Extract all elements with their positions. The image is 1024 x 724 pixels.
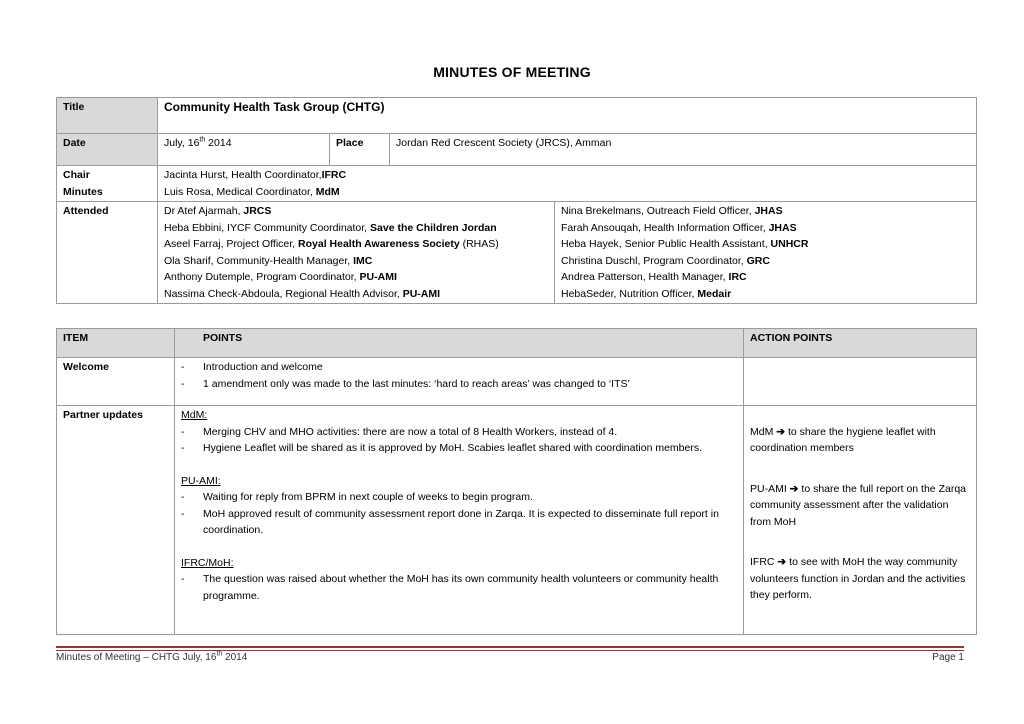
attendee: Christina Duschl, Program Coordinator, GRC xyxy=(561,254,770,267)
chair-label: Chair xyxy=(63,169,90,181)
document-title: MINUTES OF MEETING xyxy=(433,64,591,80)
chair-value: Jacinta Hurst, Health Coordinator,IFRC xyxy=(164,169,347,181)
place-value: Jordan Red Crescent Society (JRCS), Amman xyxy=(390,134,977,166)
puami-heading: PU-AMI: xyxy=(181,474,221,487)
footer-rule-thin xyxy=(56,650,964,651)
agenda-table xyxy=(56,328,977,635)
mdm-heading: MdM: xyxy=(181,409,208,421)
attendees-left xyxy=(158,202,555,304)
attendee: HebaSeder, Nutrition Officer, Medair xyxy=(561,287,732,300)
welcome-item: Welcome xyxy=(57,358,175,406)
footer-left-text: Minutes of Meeting – CHTG July, 16th 2014 xyxy=(56,650,248,663)
partner-updates-actions xyxy=(744,406,977,635)
date-value: July, 16th 2014 xyxy=(158,134,330,166)
list-item: - Merging CHV and MHO activities: there are now a total of 8 Health Workers, instead of 4. xyxy=(181,425,618,438)
list-item: - Waiting for reply from BPRM in next couple of weeks to begin program. xyxy=(181,491,533,503)
col-points-header: POINTS xyxy=(175,329,744,358)
place-label: Place xyxy=(330,134,390,166)
meeting-info-table xyxy=(56,97,977,304)
attendee: Nassima Check-Abdoula, Regional Health Advisor, PU-AMI xyxy=(164,287,441,300)
attendee: Heba Hayek, Senior Public Health Assistant, UNHCR xyxy=(561,238,809,250)
chair-minutes-labels xyxy=(57,166,158,202)
minutes-value: Luis Rosa, Medical Coordinator, MdM xyxy=(164,185,340,198)
col-item-header: ITEM xyxy=(57,329,175,358)
list-item: - MoH approved result of community assessment report done in Zarqa. It is expected to disseminate full report in coordination. xyxy=(181,507,719,536)
list-item: - The question was raised about whether the MoH has its own community health volunteers or community health programme. xyxy=(181,573,719,602)
attendee: Anthony Dutemple, Program Coordinator, PU-AMI xyxy=(164,271,397,283)
arrow-right-icon: ➔ xyxy=(776,425,786,438)
col-actions-header: ACTION POINTS xyxy=(744,329,977,358)
page-number: Page 1 xyxy=(932,652,964,663)
list-item: - Hygiene Leaflet will be shared as it is approved by MoH. Scabies leaflet shared with coordination members. xyxy=(181,442,703,454)
chair-minutes-values xyxy=(158,166,977,202)
mdm-action: MdM ➔ to share the hygiene leaflet with coordination members xyxy=(750,425,936,454)
footer-rule xyxy=(56,646,964,648)
attendee: Heba Ebbini, IYCF Community Coordinator, Save the Children Jordan xyxy=(164,221,497,234)
attendee: Aseel Farraj, Project Officer, Royal Health Awareness Society (RHAS) xyxy=(164,238,499,250)
title-label: Title xyxy=(57,98,158,134)
attended-label: Attended xyxy=(57,202,158,304)
attendee: Nina Brekelmans, Outreach Field Officer, JHAS xyxy=(561,205,783,217)
ifrc-heading: IFRC/MoH: xyxy=(181,556,234,569)
partner-updates-points xyxy=(175,406,744,635)
welcome-points xyxy=(175,358,744,406)
attendee: Ola Sharif, Community-Health Manager, IMC xyxy=(164,254,373,267)
list-item: - 1 amendment only was made to the last minutes: ‘hard to reach areas’ was changed to ‘ITS’ xyxy=(181,377,630,390)
welcome-actions xyxy=(744,358,977,406)
arrow-right-icon: ➔ xyxy=(777,556,787,568)
attendee: Andrea Patterson, Health Manager, IRC xyxy=(561,271,747,283)
attendee: Farah Ansouqah, Health Information Officer, JHAS xyxy=(561,221,797,234)
puami-action: PU-AMI ➔ to share the full report on the Zarqa community assessment after the validation from MoH xyxy=(750,482,966,528)
minutes-label: Minutes xyxy=(63,185,103,198)
date-label: Date xyxy=(57,134,158,166)
partner-updates-item: Partner updates xyxy=(57,406,175,635)
arrow-right-icon: ➔ xyxy=(789,482,799,495)
attendee: Dr Atef Ajarmah, JRCS xyxy=(164,205,272,217)
ifrc-action: IFRC ➔ to see with MoH the way community volunteers function in Jordan and the activities they perform. xyxy=(750,556,966,601)
list-item: - Introduction and welcome xyxy=(181,361,323,373)
meeting-title: Community Health Task Group (CHTG) xyxy=(158,98,977,134)
attendees-right xyxy=(555,202,977,304)
